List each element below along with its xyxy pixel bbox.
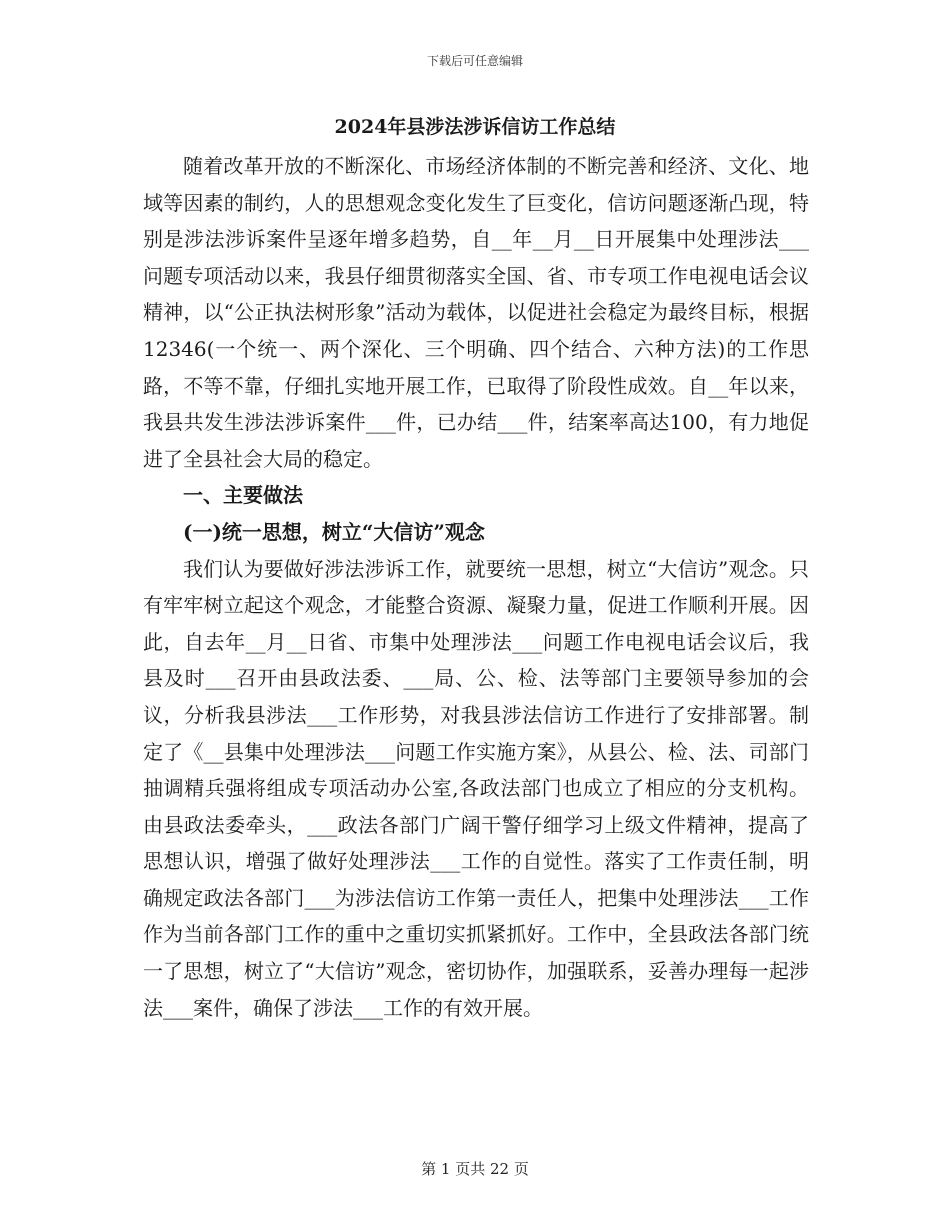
subsection-heading: (一)统一思想，树立“大信访”观念 [183,519,485,544]
section-heading: 一、主要做法 [183,483,303,508]
subsection-paragraph: 我们认为要做好涉法涉诉工作，就要统一思想，树立“大信访”观念。只有牢牢树立起这个观念，才能整合资源、凝聚力量，促进工作顺利开展。因此，自去年__月__日省、市集中处理涉法___问题工作电视电话会议后，我县及时___召开由县政法委、___局、公、检、法等部门主要领导参加的会议，分析我县涉法___工作形势，对我县涉法信访工作进行了安排部署。制定了《__县集中处理涉法___问题工作实施方案》，从县公、检、法、司部门抽调精兵强将组成专项活动办公室,各政法部门也成立了相应的分支机构。由县政法委牵头，___政法各部门广阔干警仔细学习上级文件精神，提高了思想认识，增强了做好处理涉法___工作的自觉性。落实了工作责任制，明确规定政法各部门___为涉法信访工作第一责任人，把集中处理涉法___工作作为当前各部门工作的重中之重切实抓紧抓好。工作中，全县政法各部门统一了思想，树立了“大信访”观念，密切协作，加强联系，妥善办理每一起涉法___案件，确保了涉法___工作的有效开展。 [143,556,809,1020]
page-header-note: 下载后可任意编辑 [426,54,523,68]
document-title: 2024年县涉法涉诉信访工作总结 [334,116,616,138]
document-body [143,148,809,1026]
intro-paragraph: 随着改革开放的不断深化、市场经济体制的不断完善和经济、文化、地域等因素的制约，人的思想观念变化发生了巨变化，信访问题逐渐凸现，特别是涉法涉诉案件呈逐年增多趋势，自__年__月__日开展集中处理涉法___问题专项活动以来，我县仔细贯彻落实全国、省、市专项工作电视电话会议精神，以“公正执法树形象”活动为载体，以促进社会稳定为最终目标，根据12346(一个统一、两个深化、三个明确、四个结合、六种方法)的工作思路，不等不靠，仔细扎实地开展工作，已取得了阶段性成效。自__年以来，我县共发生涉法涉诉案件___件，已办结___件，结案率高达100，有力地促进了全县社会大局的稳定。 [143,154,809,471]
page-footer-number: 第 1 页共 22 页 [421,1160,529,1178]
